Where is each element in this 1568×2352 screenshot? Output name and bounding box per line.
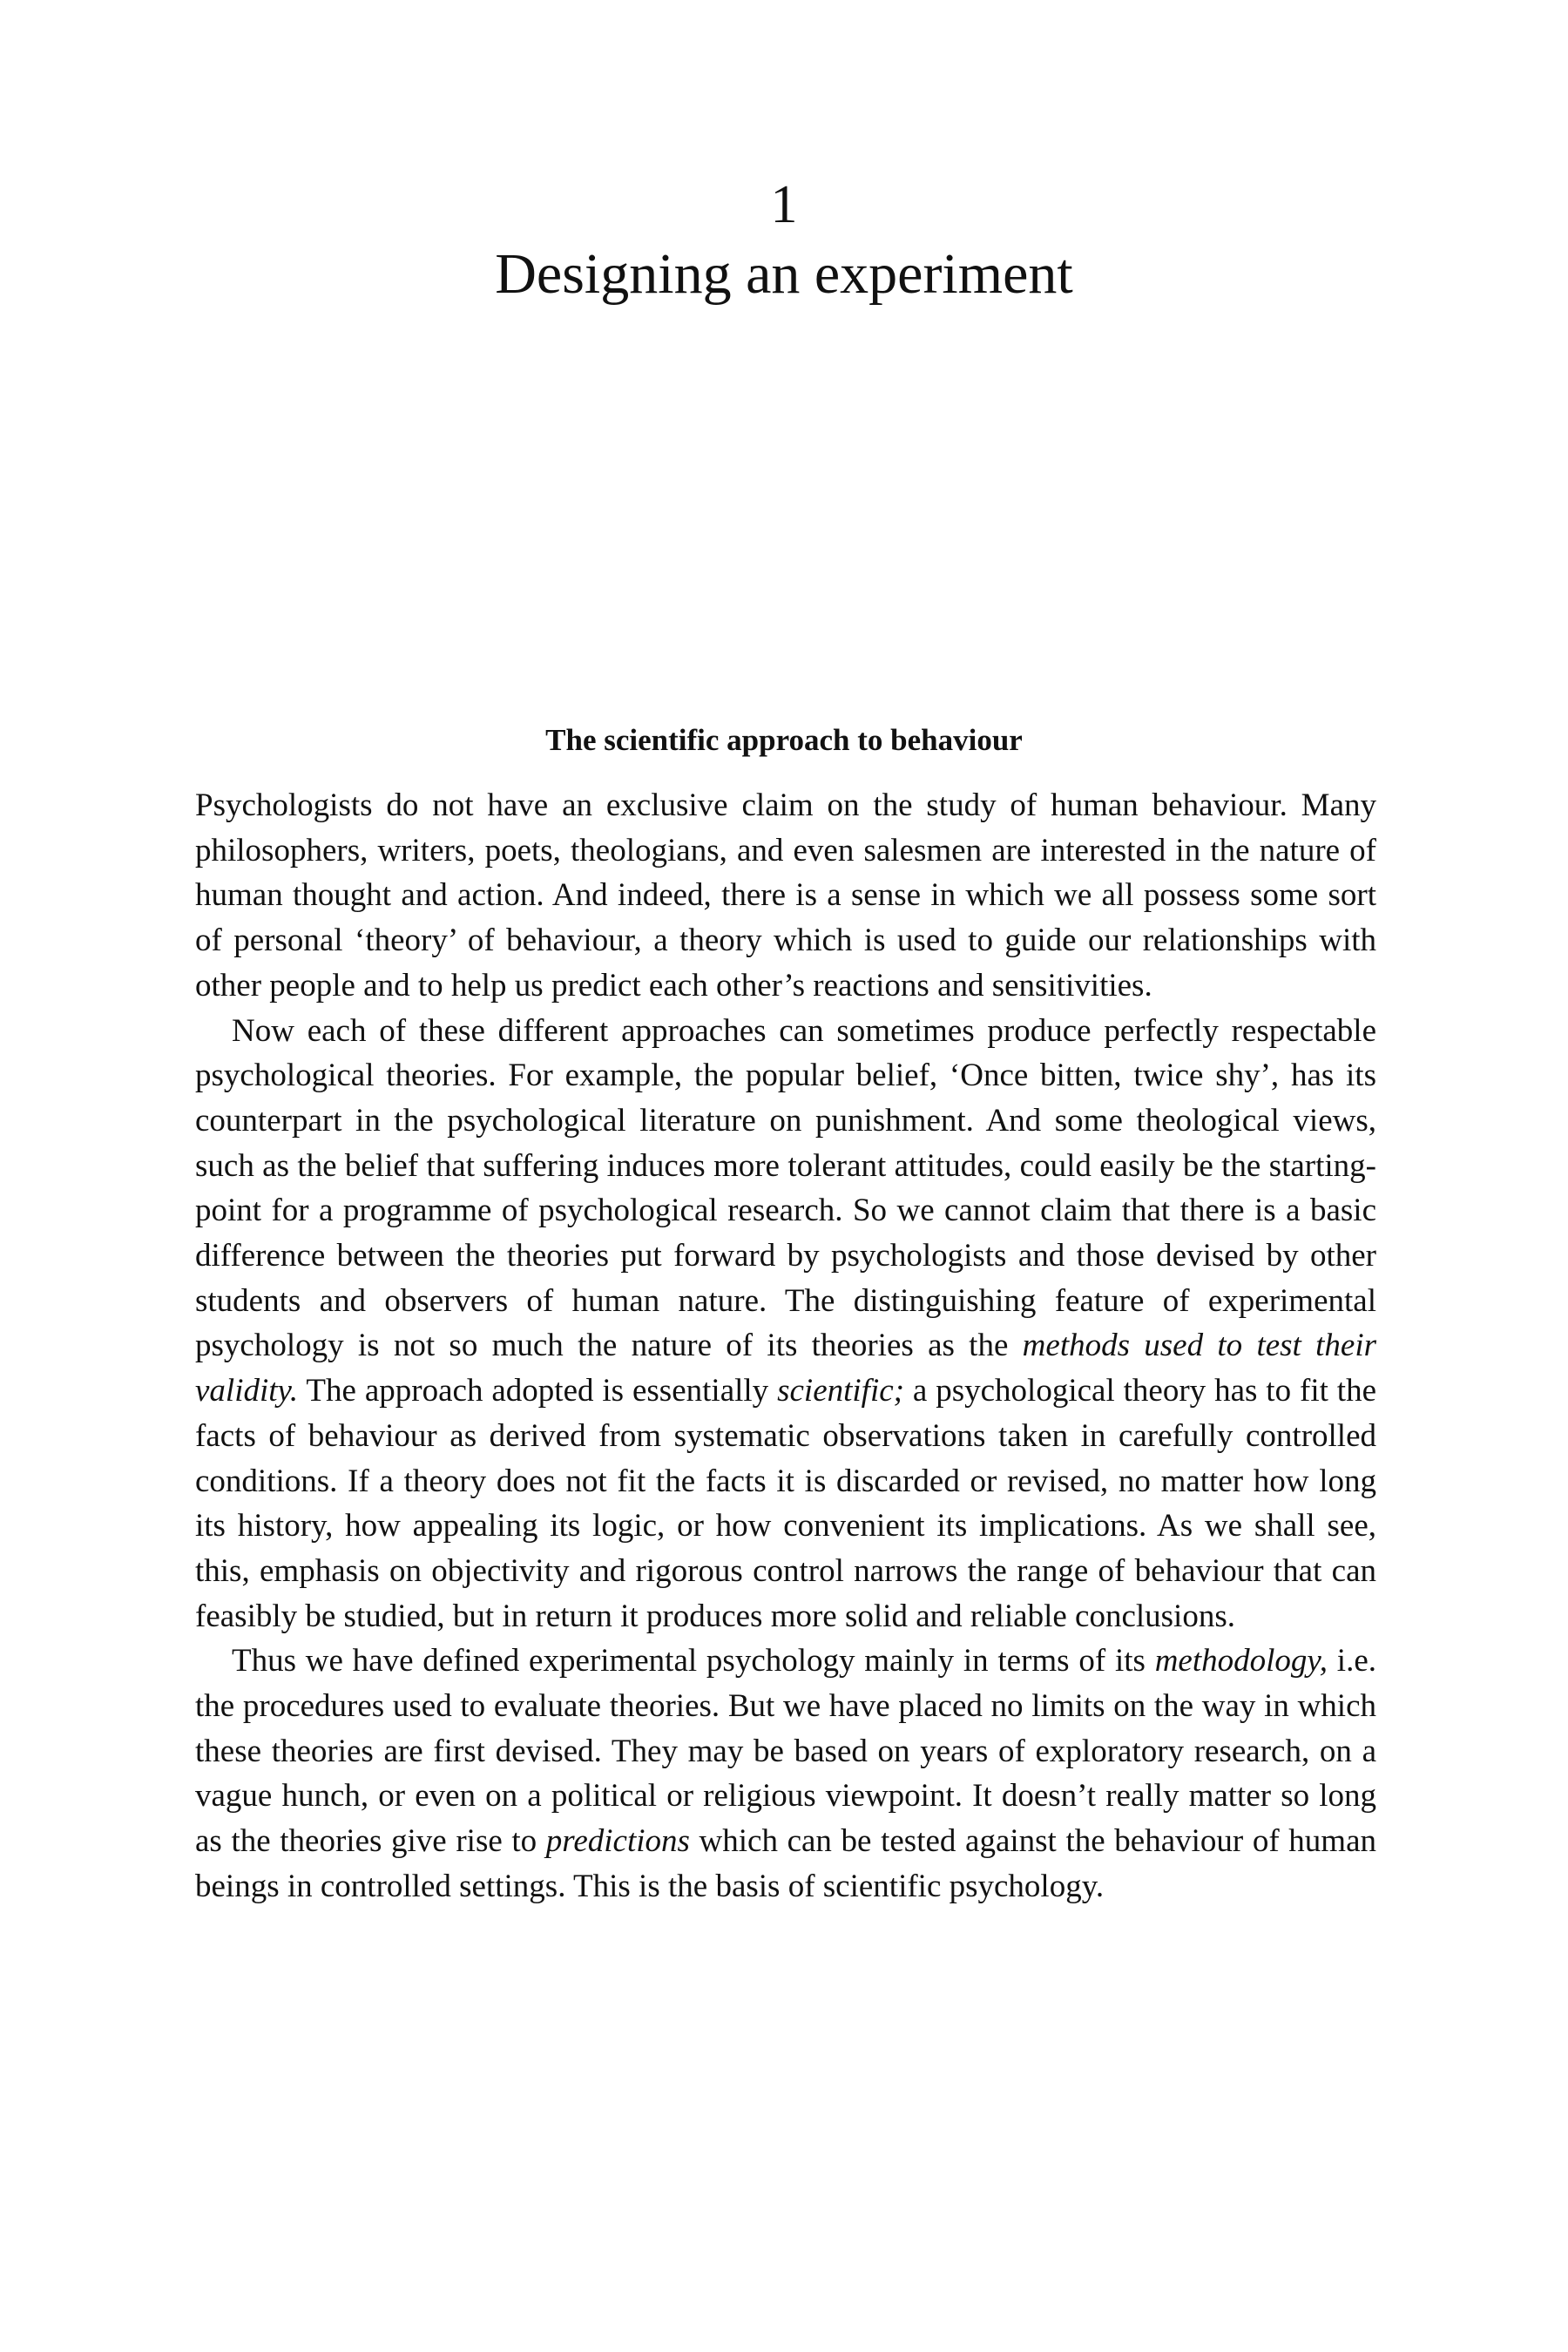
paragraph-3-text-e: which can be tested against the behaviour of human beings in controlled settings. This is the basis of scientific psychology. <box>195 1823 1376 1904</box>
section-heading: The scientific approach to behaviour <box>545 723 1023 757</box>
chapter-number: 1 <box>770 175 798 234</box>
paragraph-2-text-a: Now each of these different approaches can sometimes produce perfectly respectable psychological theories. For example, the popular belief, ‘Once bitten, twice shy’, has its counterpart in the psychological literature on punishment. And some theological views, such as the belief that suffering induces more tolerant attitudes, could easily be the starting-point for a programme of psychological research. So we cannot claim that there is a basic difference between the theories put forward by psychologists and those devised by other students and observers of human nature. The distinguishing feature of experimental psychology is not so much the nature of its theories as the <box>195 1012 1376 1364</box>
paragraph-3-italic-methodology: methodology, <box>1154 1643 1328 1680</box>
paragraph-1: Psychologists do not have an exclusive claim on the study of human behaviour. Many philosophers, writers, poets, theologians, and even salesmen are interested in the nature of human thought and action. And indeed, there is a sense in which we all possess some sort of personal ‘theory’ of behaviour, a theory which is used to guide our relationships with other people and to help us predict each other’s reactions and sensitivities. <box>195 787 1376 1004</box>
paragraph-2-italic-methods: methods used to test their validity. <box>195 1328 1376 1409</box>
paragraph-2 <box>195 1009 1376 1639</box>
paragraph-3-italic-predictions: predictions <box>545 1823 690 1860</box>
paragraph-2-italic-scientific: scientific; <box>777 1373 904 1409</box>
chapter-title: Designing an experiment <box>495 242 1073 306</box>
paragraph-3 <box>195 1639 1376 1909</box>
paragraph-3-text-c: i.e. the procedures used to evaluate theories. But we have placed no limits on the way in which these theories are first devised. They may be based on years of exploratory research, on a vague hunch, or even on a political or religious viewpoint. It doesn’t really matter so long as the theories give rise to <box>195 1643 1377 1860</box>
paragraph-2-text-e: a psychological theory has to fit the facts of behaviour as derived from systematic observations taken in carefully controlled conditions. If a theory does not fit the facts it is discarded or revised, no matter how long its history, how appealing its logic, or how convenient its implications. As we shall see, this, emphasis on objectivity and rigorous control narrows the range of behaviour that can feasibly be studied, but in return it produces more solid and reliable conclusions. <box>195 1373 1376 1634</box>
body-text <box>195 783 1376 1909</box>
paragraph-2-text-c: The approach adopted is essentially <box>298 1373 778 1409</box>
paragraph-3-text-a: Thus we have defined experimental psychology mainly in terms of its <box>232 1643 1155 1680</box>
